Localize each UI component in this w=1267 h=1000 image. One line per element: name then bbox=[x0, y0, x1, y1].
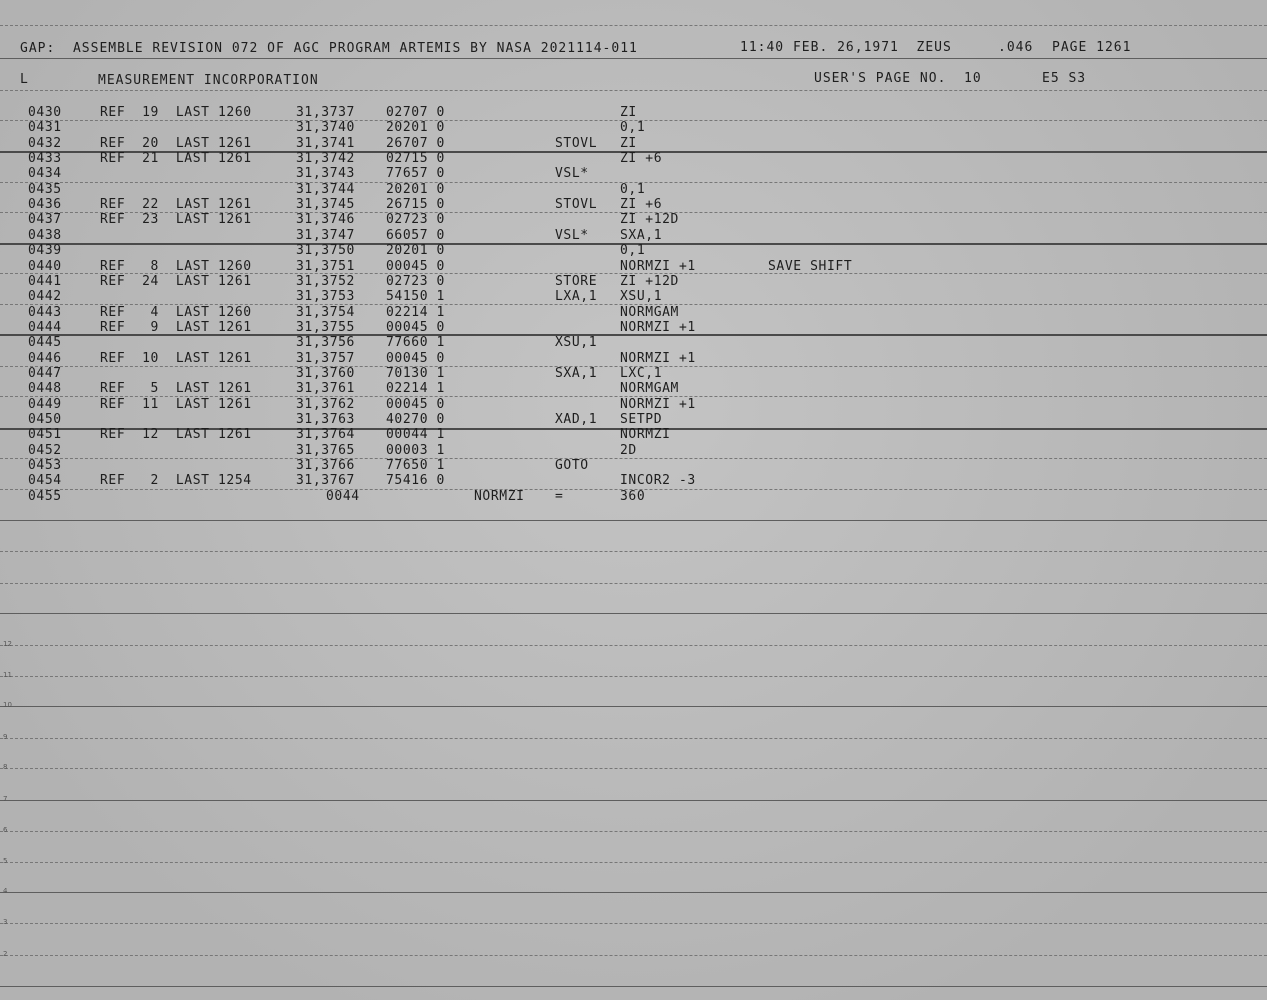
margin-mark: 4 bbox=[3, 887, 8, 895]
reference-info: REF 12 LAST 1261 bbox=[100, 427, 252, 442]
memory-address: 31,3760 bbox=[296, 366, 355, 381]
paper-rule bbox=[0, 613, 1267, 614]
margin-mark: 2 bbox=[3, 950, 8, 958]
paper-rule bbox=[0, 706, 1267, 707]
memory-address: 31,3761 bbox=[296, 381, 355, 396]
paper-rule bbox=[0, 676, 1267, 677]
octal-word: 00045 0 bbox=[386, 320, 445, 335]
operand: NORMZI bbox=[620, 427, 671, 442]
line-number: 0453 bbox=[28, 458, 62, 473]
paper-rule bbox=[0, 955, 1267, 956]
listing-job-code: .046 bbox=[998, 40, 1034, 55]
operand: 0,1 bbox=[620, 243, 646, 258]
octal-word: 02214 1 bbox=[386, 305, 445, 320]
octal-word: 77650 1 bbox=[386, 458, 445, 473]
reference-info: REF 19 LAST 1260 bbox=[100, 105, 252, 120]
octal-word: 70130 1 bbox=[386, 366, 445, 381]
octal-word: 00045 0 bbox=[386, 397, 445, 412]
opcode: VSL* bbox=[555, 166, 589, 181]
line-number: 0441 bbox=[28, 274, 62, 289]
listing-column-l: L bbox=[20, 72, 29, 87]
operand: ZI +6 bbox=[620, 197, 663, 212]
operand: NORMZI +1 bbox=[620, 397, 696, 412]
margin-mark: 6 bbox=[3, 826, 8, 834]
memory-address: 31,3756 bbox=[296, 335, 355, 350]
paper-rule bbox=[0, 986, 1267, 987]
listing-page-number: PAGE 1261 bbox=[1052, 40, 1132, 55]
memory-address: 31,3751 bbox=[296, 259, 355, 274]
memory-address: 31,3767 bbox=[296, 473, 355, 488]
line-number: 0450 bbox=[28, 412, 62, 427]
margin-mark: 10 bbox=[3, 701, 12, 709]
line-number: 0433 bbox=[28, 151, 62, 166]
operand: 360 bbox=[620, 489, 646, 504]
margin-mark: 9 bbox=[3, 733, 8, 741]
margin-mark: 5 bbox=[3, 857, 8, 865]
opcode: SXA,1 bbox=[555, 366, 598, 381]
margin-mark: 8 bbox=[3, 763, 8, 771]
octal-word: 66057 0 bbox=[386, 228, 445, 243]
line-number: 0443 bbox=[28, 305, 62, 320]
memory-address: 31,3765 bbox=[296, 443, 355, 458]
memory-address: 31,3747 bbox=[296, 228, 355, 243]
reference-info: REF 20 LAST 1261 bbox=[100, 136, 252, 151]
reference-info: REF 21 LAST 1261 bbox=[100, 151, 252, 166]
paper-rule bbox=[0, 583, 1267, 584]
user-page-number: USER'S PAGE NO. 10 bbox=[814, 71, 982, 86]
memory-address: 31,3750 bbox=[296, 243, 355, 258]
memory-address: 31,3766 bbox=[296, 458, 355, 473]
opcode: STOVL bbox=[555, 197, 598, 212]
operand: ZI bbox=[620, 105, 637, 120]
operand: XSU,1 bbox=[620, 289, 663, 304]
paper-rule bbox=[0, 90, 1267, 91]
line-number: 0437 bbox=[28, 212, 62, 227]
reference-info: REF 22 LAST 1261 bbox=[100, 197, 252, 212]
opcode: STORE bbox=[555, 274, 598, 289]
octal-word: 02715 0 bbox=[386, 151, 445, 166]
paper-rule bbox=[0, 768, 1267, 769]
operand: NORMZI +1 bbox=[620, 259, 696, 274]
octal-word: 26707 0 bbox=[386, 136, 445, 151]
octal-word: 02707 0 bbox=[386, 105, 445, 120]
margin-mark: 3 bbox=[3, 918, 8, 926]
paper-rule bbox=[0, 738, 1267, 739]
listing-title: GAP: ASSEMBLE REVISION 072 OF AGC PROGRAM ARTEMIS BY NASA 2021114-011 bbox=[20, 41, 638, 56]
line-number: 0444 bbox=[28, 320, 62, 335]
line-number: 0442 bbox=[28, 289, 62, 304]
memory-address: 31,3762 bbox=[296, 397, 355, 412]
operand: ZI +12D bbox=[620, 212, 679, 227]
operand: NORMGAM bbox=[620, 305, 679, 320]
reference-info: REF 2 LAST 1254 bbox=[100, 473, 252, 488]
opcode: GOTO bbox=[555, 458, 589, 473]
paper-rule bbox=[0, 551, 1267, 552]
paper-rule bbox=[0, 892, 1267, 893]
operand: SETPD bbox=[620, 412, 663, 427]
margin-mark: 11 bbox=[3, 671, 12, 679]
line-number: 0430 bbox=[28, 105, 62, 120]
section-title: MEASUREMENT INCORPORATION bbox=[98, 73, 319, 88]
reference-info: REF 11 LAST 1261 bbox=[100, 397, 252, 412]
operand: 2D bbox=[620, 443, 637, 458]
memory-address: 31,3742 bbox=[296, 151, 355, 166]
line-number: 0446 bbox=[28, 351, 62, 366]
reference-info: REF 8 LAST 1260 bbox=[100, 259, 252, 274]
memory-address: 31,3743 bbox=[296, 166, 355, 181]
reference-info: REF 9 LAST 1261 bbox=[100, 320, 252, 335]
operand: ZI +6 bbox=[620, 151, 663, 166]
operand: SXA,1 bbox=[620, 228, 663, 243]
operand: NORMGAM bbox=[620, 381, 679, 396]
operand: ZI bbox=[620, 136, 637, 151]
memory-address: 31,3745 bbox=[296, 197, 355, 212]
line-number: 0431 bbox=[28, 120, 62, 135]
octal-word: 54150 1 bbox=[386, 289, 445, 304]
octal-word: 77657 0 bbox=[386, 166, 445, 181]
opcode: = bbox=[555, 489, 564, 504]
symbol-label: NORMZI bbox=[474, 489, 525, 504]
operand: ZI +12D bbox=[620, 274, 679, 289]
memory-address: 0044 bbox=[326, 489, 360, 504]
line-number: 0434 bbox=[28, 166, 62, 181]
listing-timestamp: 11:40 FEB. 26,1971 ZEUS bbox=[740, 40, 952, 55]
opcode: LXA,1 bbox=[555, 289, 598, 304]
octal-word: 02723 0 bbox=[386, 212, 445, 227]
reference-info: REF 24 LAST 1261 bbox=[100, 274, 252, 289]
line-number: 0451 bbox=[28, 427, 62, 442]
octal-word: 40270 0 bbox=[386, 412, 445, 427]
line-number: 0449 bbox=[28, 397, 62, 412]
line-number: 0440 bbox=[28, 259, 62, 274]
octal-word: 00003 1 bbox=[386, 443, 445, 458]
listing-code: E5 S3 bbox=[1042, 71, 1087, 86]
paper-rule bbox=[0, 58, 1267, 59]
opcode: XAD,1 bbox=[555, 412, 598, 427]
paper-rule bbox=[0, 458, 1267, 459]
line-number: 0432 bbox=[28, 136, 62, 151]
operand: 0,1 bbox=[620, 120, 646, 135]
octal-word: 20201 0 bbox=[386, 120, 445, 135]
opcode: XSU,1 bbox=[555, 335, 598, 350]
line-number: 0439 bbox=[28, 243, 62, 258]
line-number: 0436 bbox=[28, 197, 62, 212]
memory-address: 31,3744 bbox=[296, 182, 355, 197]
memory-address: 31,3763 bbox=[296, 412, 355, 427]
paper-rule bbox=[0, 520, 1267, 521]
paper-rule bbox=[0, 800, 1267, 801]
operand: NORMZI +1 bbox=[620, 351, 696, 366]
octal-word: 26715 0 bbox=[386, 197, 445, 212]
memory-address: 31,3746 bbox=[296, 212, 355, 227]
operand: INCOR2 -3 bbox=[620, 473, 696, 488]
reference-info: REF 4 LAST 1260 bbox=[100, 305, 252, 320]
operand: NORMZI +1 bbox=[620, 320, 696, 335]
comment: SAVE SHIFT bbox=[768, 259, 853, 274]
line-number: 0447 bbox=[28, 366, 62, 381]
reference-info: REF 23 LAST 1261 bbox=[100, 212, 252, 227]
octal-word: 20201 0 bbox=[386, 182, 445, 197]
memory-address: 31,3740 bbox=[296, 120, 355, 135]
octal-word: 00045 0 bbox=[386, 351, 445, 366]
line-number: 0448 bbox=[28, 381, 62, 396]
octal-word: 20201 0 bbox=[386, 243, 445, 258]
opcode: VSL* bbox=[555, 228, 589, 243]
reference-info: REF 10 LAST 1261 bbox=[100, 351, 252, 366]
operand: 0,1 bbox=[620, 182, 646, 197]
paper-rule bbox=[0, 25, 1267, 26]
memory-address: 31,3752 bbox=[296, 274, 355, 289]
opcode: STOVL bbox=[555, 136, 598, 151]
octal-word: 02723 0 bbox=[386, 274, 445, 289]
paper-rule bbox=[0, 923, 1267, 924]
memory-address: 31,3741 bbox=[296, 136, 355, 151]
memory-address: 31,3737 bbox=[296, 105, 355, 120]
memory-address: 31,3753 bbox=[296, 289, 355, 304]
line-number: 0438 bbox=[28, 228, 62, 243]
line-number: 0454 bbox=[28, 473, 62, 488]
margin-mark: 7 bbox=[3, 795, 8, 803]
octal-word: 00044 1 bbox=[386, 427, 445, 442]
line-number: 0455 bbox=[28, 489, 62, 504]
reference-info: REF 5 LAST 1261 bbox=[100, 381, 252, 396]
memory-address: 31,3755 bbox=[296, 320, 355, 335]
line-number: 0452 bbox=[28, 443, 62, 458]
octal-word: 75416 0 bbox=[386, 473, 445, 488]
memory-address: 31,3754 bbox=[296, 305, 355, 320]
line-number: 0435 bbox=[28, 182, 62, 197]
paper-rule bbox=[0, 862, 1267, 863]
line-number: 0445 bbox=[28, 335, 62, 350]
memory-address: 31,3764 bbox=[296, 427, 355, 442]
memory-address: 31,3757 bbox=[296, 351, 355, 366]
margin-mark: 12 bbox=[3, 640, 12, 648]
octal-word: 77660 1 bbox=[386, 335, 445, 350]
paper-rule bbox=[0, 831, 1267, 832]
paper-rule bbox=[0, 645, 1267, 646]
octal-word: 00045 0 bbox=[386, 259, 445, 274]
operand: LXC,1 bbox=[620, 366, 663, 381]
octal-word: 02214 1 bbox=[386, 381, 445, 396]
